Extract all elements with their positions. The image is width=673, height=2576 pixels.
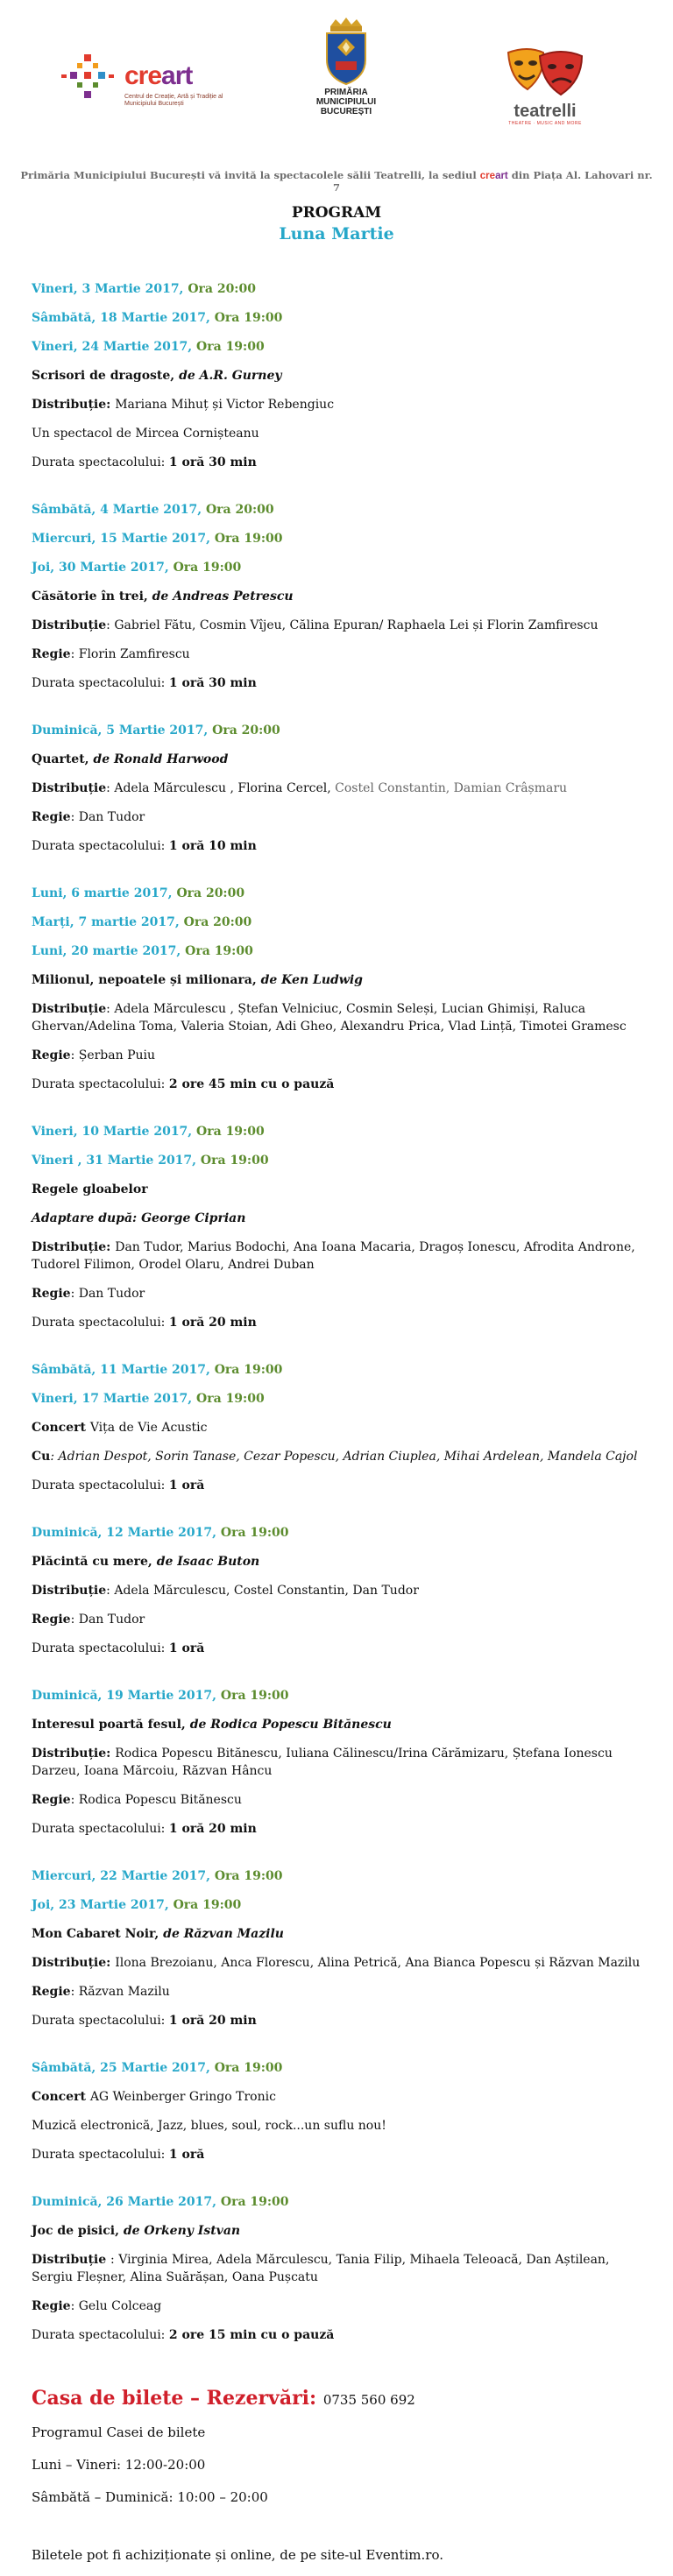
event-title: Quartet, de Ronald Harwood <box>32 752 229 766</box>
month-title: Luna Martie <box>279 224 394 243</box>
primaria-text: PRIMĂRIA MUNICIPIULUI BUCUREȘTI <box>315 88 377 116</box>
event-duration: Durata spectacolului: 1 oră 20 min <box>32 1822 257 1836</box>
event-duration: Durata spectacolului: 1 oră 30 min <box>32 455 257 469</box>
event-cast: Distribuție: Adela Mărculescu , Ștefan Velniciuc, Cosmin Seleși, Lucian Ghimiși, Raluca Ghervan/Adelina Toma, Valeria Stoian, Adi Gheo, Alexandru Prica, Vlad Lință, Timotei Gramesc <box>32 1002 627 1034</box>
ticket-hours-weekend: Sâmbătă – Duminică: 10:00 – 20:00 <box>32 2489 268 2505</box>
event-cast: Distribuție: Dan Tudor, Marius Bodochi, Ana Ioana Macaria, Dragoș Ionescu, Afrodita Androne, Tudorel Filimon, Orodel Olaru, Andrei Duban <box>32 1240 635 1272</box>
event-adaptation: Adaptare după: George Ciprian <box>32 1211 246 1225</box>
event-title: Plăcintă cu mere, de Isaac Buton <box>32 1555 260 1569</box>
event-director: Regie: Florin Zamfirescu <box>32 647 190 661</box>
event-title: Concert Vița de Vie Acustic <box>32 1421 208 1435</box>
event-title: Interesul poartă fesul, de Rodica Popescu Bitănescu <box>32 1718 392 1732</box>
creart-wordmark: creart <box>124 61 193 90</box>
event-director: Regie: Dan Tudor <box>32 810 145 824</box>
bucharest-coat-of-arms-icon <box>320 18 372 86</box>
event-extra: Un spectacol de Mircea Cornișteanu <box>32 427 259 441</box>
event-mon-cabaret-noir: Miercuri, 22 Martie 2017, Ora 19:00 Joi, 23 Martie 2017, Ora 19:00 Mon Cabaret Noir, de Răzvan Mazilu Distribuție: Ilona Brezoianu, Anca Florescu, Alina Petrică, Ana Bianca Popescu și Răzvan Mazilu Regie: Răzvan Mazilu Durata spectacolului: 1 oră 20 min <box>32 1867 645 2029</box>
event-cast: Distribuție: Ilona Brezoianu, Anca Florescu, Alina Petrică, Ana Bianca Popescu și Răzvan Mazilu <box>32 1956 641 1970</box>
ticket-online-note: Biletele pot fi achiziționate și online, de pe site-ul Eventim.ro. <box>32 2547 443 2563</box>
creart-logo <box>58 51 233 107</box>
event-duration: Durata spectacolului: 1 oră 20 min <box>32 2014 257 2028</box>
event-duration: Durata spectacolului: 1 oră 30 min <box>32 676 257 690</box>
event-interesul-poarta-fesul: Duminică, 19 Martie 2017, Ora 19:00 Interesul poartă fesul, de Rodica Popescu Bitănescu Distribuție: Rodica Popescu Bitănescu, Iuliana Călinescu/Irina Cărămizaru, Ștefana Ionescu Darzeu, Ioana Mărcoiu, Răzvan Hâncu Regie: Rodica Popescu Bitănescu Durata spectacolului: 1 oră 20 min <box>32 1687 645 1838</box>
event-director: Regie: Rodica Popescu Bitănescu <box>32 1793 242 1807</box>
ticket-office <box>32 2386 645 2565</box>
event-cast: Distribuție: Adela Mărculescu , Florina Cercel, Costel Constantin, Damian Crâșmaru <box>32 781 568 795</box>
ticket-program-label: Programul Casei de bilete <box>32 2424 206 2440</box>
event-director: Regie: Răzvan Mazilu <box>32 1985 170 1999</box>
event-title: Regele gloabelor <box>32 1182 148 1196</box>
primaria-logo <box>298 18 394 123</box>
event-concert-vita-de-vie: Sâmbătă, 11 Martie 2017, Ora 19:00 Vineri, 17 Martie 2017, Ora 19:00 Concert Vița de Vie Acustic Cu: Adrian Despot, Sorin Tanase, Cezar Popescu, Adrian Ciuplea, Mihai Ardelean, Mandela Cajol Durata spectacolului: 1 oră <box>32 1361 645 1494</box>
event-title: Mon Cabaret Noir, de Răzvan Mazilu <box>32 1927 284 1941</box>
event-cast: Distribuție: Rodica Popescu Bitănescu, Iuliana Călinescu/Irina Cărămizaru, Ștefana Ionescu Darzeu, Ioana Mărcoiu, Răzvan Hâncu <box>32 1747 613 1778</box>
event-casatorie-in-trei: Sâmbătă, 4 Martie 2017, Ora 20:00 Miercuri, 15 Martie 2017, Ora 19:00 Joi, 30 Martie 2017, Ora 19:00 Căsătorie în trei, de Andreas Petrescu Distribuție: Gabriel Fătu, Cosmin Vîjeu, Călina Epuran/ Raphaela Lei și Florin Zamfirescu Regie: Florin Zamfirescu Durata spectacolului: 1 oră 30 min <box>32 501 645 692</box>
event-duration: Durata spectacolului: 1 oră <box>32 1479 205 1493</box>
event-concert-ag-weinberger: Sâmbătă, 25 Martie 2017, Ora 19:00 Concert AG Weinberger Gringo Tronic Muzică electronică, Jazz, blues, soul, rock...un suflu nou! Durata spectacolului: 1 oră <box>32 2059 645 2163</box>
event-quartet: Duminică, 5 Martie 2017, Ora 20:00 Quartet, de Ronald Harwood Distribuție: Adela Mărculescu , Florina Cercel, Costel Constantin, Damian Crâșmaru Regie: Dan Tudor Durata spectacolului: 1 oră 10 min <box>32 722 645 855</box>
ticket-heading: Casa de bilete – Rezervări: 0735 560 692 <box>32 2387 415 2410</box>
event-cast: Distribuție : Virginia Mirea, Adela Mărculescu, Tania Filip, Mihaela Teleoacă, Dan Aștilean, Sergiu Fleșner, Alina Suărășan, Oana Pușcatu <box>32 2253 610 2284</box>
event-director: Regie: Dan Tudor <box>32 1287 145 1301</box>
event-director: Regie: Gelu Colceag <box>32 2299 162 2313</box>
event-extra: Muzică electronică, Jazz, blues, soul, rock...un suflu nou! <box>32 2119 386 2133</box>
event-director: Regie: Dan Tudor <box>32 1613 145 1627</box>
event-duration: Durata spectacolului: 2 ore 45 min cu o pauză <box>32 1077 335 1091</box>
intro-text: Primăria Municipiului București vă invită la spectacolele sălii Teatrelli, la sediul creart din Piața Al. Lahovari nr. 7 <box>20 169 653 194</box>
event-cast: Distribuție: Adela Mărculescu, Costel Constantin, Dan Tudor <box>32 1584 419 1598</box>
event-title: Căsătorie în trei, de Andreas Petrescu <box>32 589 294 603</box>
event-duration: Durata spectacolului: 1 oră <box>32 2148 205 2162</box>
theatre-masks-icon <box>501 44 589 100</box>
event-joc-de-pisici: Duminică, 26 Martie 2017, Ora 19:00 Joc de pisici, de Orkeny Istvan Distribuție : Virginia Mirea, Adela Mărculescu, Tania Filip, Mihaela Teleoacă, Dan Aștilean, Sergiu Fleșner, Alina Suărășan, Oana Pușcatu Regie: Gelu Colceag Durata spectacolului: 2 ore 15 min cu o pauză <box>32 2193 645 2344</box>
event-title: Scrisori de dragoste, de A.R. Gurney <box>32 369 282 383</box>
creart-emblem-icon <box>58 51 119 103</box>
teatrelli-wordmark: teatrelli <box>514 102 577 121</box>
event-title: Milionul, nepoatele și milionara, de Ken Ludwig <box>32 973 363 987</box>
creart-subtitle: Centrul de Creație, Artă și Tradiție al Municipiului București <box>124 94 223 107</box>
event-duration: Durata spectacolului: 1 oră <box>32 1641 205 1655</box>
event-cast: Distribuție: Mariana Mihuț și Victor Rebengiuc <box>32 398 335 412</box>
event-duration: Durata spectacolului: 1 oră 20 min <box>32 1316 257 1330</box>
ticket-hours-weekdays: Luni – Vineri: 12:00-20:00 <box>32 2457 206 2473</box>
event-duration: Durata spectacolului: 1 oră 10 min <box>32 839 257 853</box>
teatrelli-subtitle: THEATRE · MUSIC AND MORE <box>508 121 582 126</box>
event-milionul: Luni, 6 martie 2017, Ora 20:00 Marți, 7 martie 2017, Ora 20:00 Luni, 20 martie 2017, Ora 19:00 Milionul, nepoatele și milionara, de Ken Ludwig Distribuție: Adela Mărculescu , Ștefan Velniciuc, Cosmin Seleși, Lucian Ghimiși, Raluca Ghervan/Adelina Toma, Valeria Stoian, Adi Gheo, Alexandru Prica, Vlad Lință, Timotei Gramesc Regie: Șerban Puiu Durata spectacolului: 2 ore 45 min cu o pauză <box>32 885 645 1093</box>
event-duration: Durata spectacolului: 2 ore 15 min cu o pauză <box>32 2328 335 2342</box>
events-list <box>32 280 645 2576</box>
event-regele-gloabelor: Vineri, 10 Martie 2017, Ora 19:00 Vineri , 31 Martie 2017, Ora 19:00 Regele gloabelor Adaptare după: George Ciprian Distribuție: Dan Tudor, Marius Bodochi, Ana Ioana Macaria, Dragoș Ionescu, Afrodita Androne, Tudorel Filimon, Orodel Olaru, Andrei Duban Regie: Dan Tudor Durata spectacolului: 1 oră 20 min <box>32 1123 645 1331</box>
event-cast: Distribuție: Gabriel Fătu, Cosmin Vîjeu, Călina Epuran/ Raphaela Lei și Florin Zamfirescu <box>32 618 599 632</box>
ticket-phone[interactable]: 0735 560 692 <box>322 2392 415 2408</box>
program-title: PROGRAM <box>291 204 382 222</box>
event-title: Concert AG Weinberger Gringo Tronic <box>32 2090 276 2104</box>
event-scrisori-de-dragoste: Vineri, 3 Martie 2017, Ora 20:00 Sâmbătă, 18 Martie 2017, Ora 19:00 Vineri, 24 Martie 2017, Ora 19:00 Scrisori de dragoste, de A.R. Gurney Distribuție: Mariana Mihuț și Victor Rebengiuc Un spectacol de Mircea Cornișteanu Durata spectacolului: 1 oră 30 min <box>32 280 645 471</box>
event-director: Regie: Șerban Puiu <box>32 1048 156 1062</box>
event-placinta-cu-mere: Duminică, 12 Martie 2017, Ora 19:00 Plăcintă cu mere, de Isaac Buton Distribuție: Adela Mărculescu, Costel Constantin, Dan Tudor Regie: Dan Tudor Durata spectacolului: 1 oră <box>32 1524 645 1657</box>
header-logos <box>0 18 673 131</box>
event-cast: Cu: Adrian Despot, Sorin Tanase, Cezar Popescu, Adrian Ciuplea, Mihai Ardelean, Mandela Cajol <box>32 1450 638 1464</box>
teatrelli-logo <box>491 44 596 131</box>
event-title: Joc de pisici, de Orkeny Istvan <box>32 2224 241 2238</box>
